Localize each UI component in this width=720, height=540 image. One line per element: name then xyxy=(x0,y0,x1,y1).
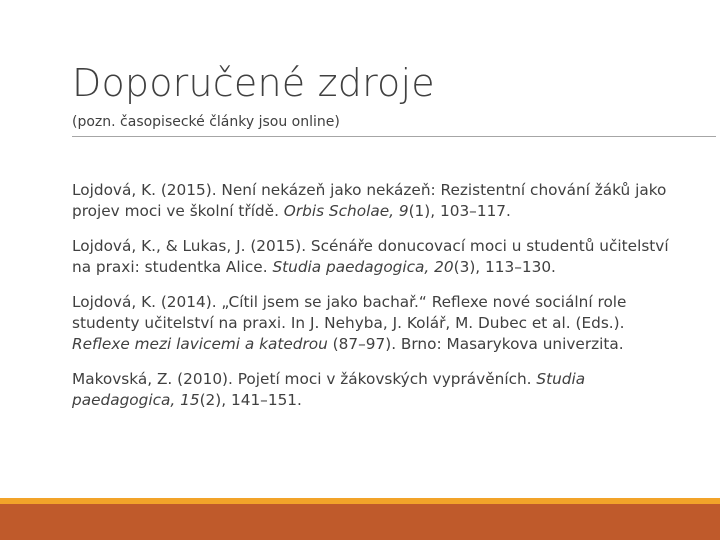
reference-text: Lojdová, K. (2015). Není nekázeň jako nekázeň: Rezistentní chování žáků jako projev moci ve školní třídě. xyxy=(72,181,667,220)
reference-item xyxy=(72,292,672,355)
reference-details: (1), 103–117. xyxy=(408,202,511,220)
reference-journal: Reflexe mezi lavicemi a katedrou xyxy=(72,335,328,353)
reference-text: Lojdová, K. (2014). „Cítil jsem se jako bachař.“ Reflexe nové sociální role studenty učitelství na praxi. In J. Nehyba, J. Kolář, M. Dubec et al. (Eds.). xyxy=(72,293,627,332)
reference-journal: Studia paedagogica, 20 xyxy=(272,258,454,276)
reference-details: (3), 113–130. xyxy=(453,258,556,276)
reference-details: (87–97). Brno: Masarykova univerzita. xyxy=(327,335,624,353)
reference-text: Lojdová, K., & Lukas, J. (2015). Scénáře donucovací moci u studentů učitelství na praxi: studentka Alice. xyxy=(72,237,669,276)
title-divider xyxy=(72,136,716,137)
reference-journal: Studia paedagogica, 15 xyxy=(72,370,586,409)
reference-item xyxy=(72,236,672,278)
reference-text: Makovská, Z. (2010). Pojetí moci v žákovských vyprávěních. xyxy=(72,370,537,388)
reference-details: (2), 141–151. xyxy=(199,391,302,409)
reference-list xyxy=(72,180,672,425)
footer-bar xyxy=(0,504,720,540)
reference-item xyxy=(72,180,672,222)
slide-title: Doporučené zdroje xyxy=(72,61,435,105)
slide-subtitle: (pozn. časopisecké články jsou online) xyxy=(72,114,340,130)
reference-item xyxy=(72,369,672,411)
reference-journal: Orbis Scholae, 9 xyxy=(283,202,409,220)
